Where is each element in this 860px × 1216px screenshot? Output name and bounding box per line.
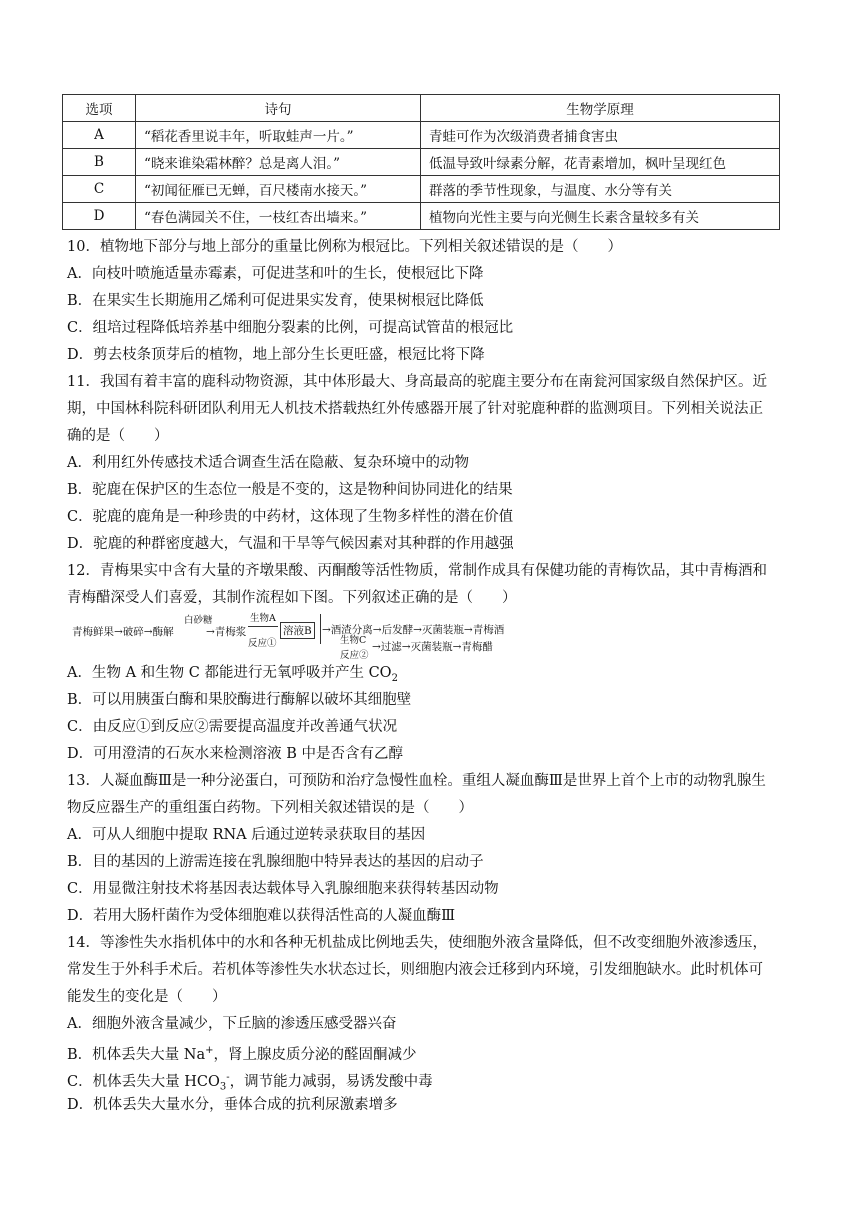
q14-option-b-text: B．机体丢失大量 Na [67,1046,206,1063]
q14-option-c-superscript: - [226,1072,230,1083]
q14-option-c-text-end: ，调节能力减弱，易诱发酸中毒 [229,1073,433,1090]
table-row [63,122,780,149]
flow-organism-a: 生物A [250,613,276,624]
q11-option-c[interactable]: C．驼鹿的鹿角是一种珍贵的中药材，这体现了生物多样性的潜在价值 [67,509,514,525]
table-cell-poem: “稻花香里说丰年，听取蛙声一片。” [136,122,421,149]
q12-option-b[interactable]: B．可以用胰蛋白酶和果胶酶进行酶解以破坏其细胞壁 [67,692,412,708]
flow-organism-c: 生物C [340,635,367,646]
flow-juice: →青梅浆 [206,626,247,638]
q12-option-a-subscript: 2 [391,672,398,684]
table-header-poem: 诗句 [136,95,421,122]
table-row [63,203,780,230]
q12-option-c[interactable]: C．由反应①到反应②需要提高温度并改善通气状况 [67,719,398,735]
flow-arrow-1 [248,626,278,627]
flow-reaction-2: 反应② [340,650,369,661]
q13-option-b[interactable]: B．目的基因的上游需连接在乳腺细胞中特异表达的基因的启动子 [67,854,484,870]
table-cell-option: A [63,122,136,149]
table-cell-principle: 群落的季节性现象，与温度、水分等有关 [421,176,780,203]
q11-stem-line2: 期，中国林科院科研团队利用无人机技术搭载热红外传感器开展了针对驼鹿种群的监测项目。下列相关说法正 [67,401,763,417]
table-cell-poem: “初闻征雁已无蝉，百尺楼南水接天。” [136,176,421,203]
q11-option-a[interactable]: A．利用红外传感技术适合调查生活在隐蔽、复杂环境中的动物 [67,455,469,471]
table-header-option: 选项 [63,95,136,122]
q12-option-a-text: A．生物 A 和生物 C 都能进行无氧呼吸并产生 CO [67,665,392,681]
q11-stem-line3: 确的是（ ） [67,428,169,444]
q14-option-c-text: C．机体丢失大量 HCO [67,1073,220,1090]
flow-bottom-branch: →过滤→灭菌装瓶→青梅醋 [372,641,493,653]
flow-sugar-label: 白砂糖 [184,615,213,626]
table-cell-principle: 植物向光性主要与向光侧生长素含量较多有关 [421,203,780,230]
q14-stem-line1: 14．等渗性失水指机体中的水和各种无机盐成比例地丢失，使细胞外液含量降低，但不改变细胞外液渗透压， [67,935,767,951]
table-cell-principle: 青蛙可作为次级消费者捕食害虫 [421,122,780,149]
flow-start: 青梅鲜果→破碎→酶解 [72,626,174,638]
flow-top-branch: →酒渣分离→后发酵→灭菌装瓶→青梅酒 [322,624,505,636]
q13-stem-line1: 13．人凝血酶Ⅲ是一种分泌蛋白，可预防和治疗急慢性血栓。重组人凝血酶Ⅲ是世界上首个上市的动物乳腺生 [67,773,766,789]
table-cell-option: B [63,149,136,176]
table-header-row [63,95,780,122]
table-row [63,149,780,176]
flow-solution-b: 溶液B [280,622,315,639]
q11-option-b[interactable]: B．驼鹿在保护区的生态位一般是不变的，这是物种间协同进化的结果 [67,482,513,498]
q12-option-d[interactable]: D．可用澄清的石灰水来检测溶液 B 中是否含有乙醇 [67,746,403,762]
q14-stem-line3: 能发生的变化是（ ） [67,989,227,1005]
q13-option-a[interactable]: A．可从人细胞中提取 RNA 后通过逆转录获取目的基因 [67,827,426,843]
flow-reaction-1: 反应① [248,638,277,649]
q12-stem-line2: 青梅醋深受人们喜爱，其制作流程如下图。下列叙述正确的是（ ） [67,590,517,606]
q10-stem: 10．植物地下部分与地上部分的重量比例称为根冠比。下列相关叙述错误的是（ ） [67,239,622,255]
q14-option-c-subscript: 3 [219,1081,227,1093]
q10-option-a[interactable]: A．向枝叶喷施适量赤霉素，可促进茎和叶的生长，使根冠比下降 [67,266,484,282]
table-cell-option: D [63,203,136,230]
q13-stem-line2: 物反应器生产的重组蛋白药物。下列相关叙述错误的是（ ） [67,800,473,816]
table-header-principle: 生物学原理 [421,95,780,122]
q13-option-d[interactable]: D．若用大肠杆菌作为受体细胞难以获得活性高的人凝血酶Ⅲ [67,908,456,924]
q13-option-c[interactable]: C．用显微注射技术将基因表达载体导入乳腺细胞来获得转基因动物 [67,881,499,897]
table-row [63,176,780,203]
table-cell-principle: 低温导致叶绿素分解，花青素增加，枫叶呈现红色 [421,149,780,176]
process-flow-diagram [72,614,532,660]
q14-option-d[interactable]: D．机体丢失大量水分，垂体合成的抗利尿激素增多 [67,1097,398,1113]
q14-option-b[interactable] [67,1038,417,1068]
q10-option-b[interactable]: B．在果实生长期施用乙烯利可促进果实发育，使果树根冠比降低 [67,293,484,309]
table-cell-option: C [63,176,136,203]
q14-option-b-text-end: ，肾上腺皮质分泌的醛固酮减少 [213,1046,417,1063]
q10-option-c[interactable]: C．组培过程降低培养基中细胞分裂素的比例，可提高试管苗的根冠比 [67,320,514,336]
table-cell-poem: “晓来谁染霜林醉？总是离人泪。” [136,149,421,176]
q14-option-b-superscript: + [205,1045,214,1056]
q14-option-a[interactable]: A．细胞外液含量减少，下丘脑的渗透压感受器兴奋 [67,1016,397,1032]
q11-stem-line1: 11．我国有着丰富的鹿科动物资源，其中体形最大、身高最高的驼鹿主要分布在南瓮河国家级自然保护区。近 [67,374,767,390]
poem-table [62,94,780,230]
table-cell-poem: “春色满园关不住，一枝红杏出墙来。” [136,203,421,230]
q12-stem-line1: 12．青梅果实中含有大量的齐墩果酸、丙酮酸等活性物质，常制作成具有保健功能的青梅饮品，其中青梅酒和 [67,563,767,579]
q10-option-d[interactable]: D．剪去枝条顶芽后的植物，地上部分生长更旺盛，根冠比将下降 [67,347,485,363]
q14-stem-line2: 常发生于外科手术后。若机体等渗性失水状态过长，则细胞内液会迁移到内环境，引发细胞缺水。此时机体可 [67,962,763,978]
q11-option-d[interactable]: D．驼鹿的种群密度越大，气温和干旱等气候因素对其种群的作用越强 [67,536,514,552]
